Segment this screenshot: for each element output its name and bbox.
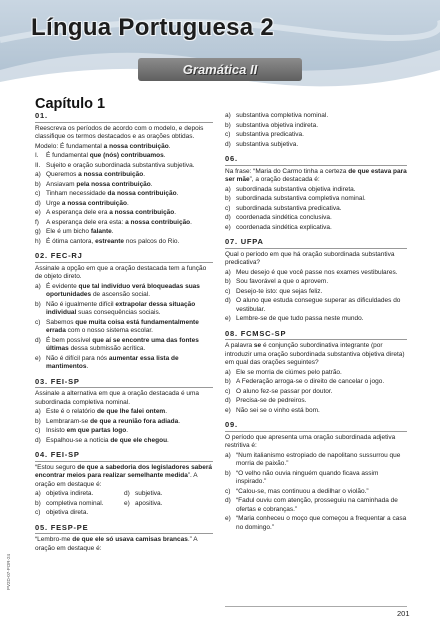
question-heading: 03. FEI-SP xyxy=(35,378,213,389)
option-a: a) Queremos a nossa contribuição. xyxy=(35,171,145,178)
option-d: d) coordenada sindética conclusiva. xyxy=(225,214,332,221)
question-stem: O período que apresenta uma oração subordinada adjetiva restritiva é: xyxy=(225,433,396,449)
option-b: b) “O velho não ouvia ninguém quando ficava assim inspirado.” xyxy=(225,469,379,485)
left-column xyxy=(35,112,213,559)
question-07 xyxy=(225,238,407,324)
option-d: d) Urge a nossa contribuição. xyxy=(35,199,129,207)
option-d: d) Espalhou-se a notícia de que ele chegou. xyxy=(35,436,169,444)
option-h: h) É ótima cantora, estreante nos palcos do Rio. xyxy=(35,237,180,245)
question-04 xyxy=(35,451,213,518)
question-stem: Na frase: “Maria do Carmo tinha a certeza de que estava para ser mãe”, a oração destacada é: xyxy=(225,167,407,183)
option-c: c) subordinada substantiva predicativa. xyxy=(225,204,342,212)
option-e: e) Lembre-se de que tudo passa neste mundo. xyxy=(225,315,364,322)
option-b: b) Não é igualmente difícil extrapolar dessa situação individual suas consequências sociais. xyxy=(35,300,196,316)
option-a: a) “Num italianismo estropiado de napolitano sussurrou que morria de paixão.” xyxy=(225,451,401,467)
question-stem: A palavra se é conjunção subordinativa integrante (por introduzir uma oração subordinada substantiva objetiva direta) em qual das orações seguintes? xyxy=(225,342,405,366)
question-heading: 07. UFPA xyxy=(225,238,407,249)
question-02 xyxy=(35,252,213,372)
question-heading: 01. xyxy=(35,112,213,123)
question-09 xyxy=(225,421,407,532)
option-a: a) subordinada substantiva objetiva indireta. xyxy=(225,185,356,193)
question-stem: “Estou seguro de que a sabedoria dos legisladores saberá encontrar meios para realizar semelhante medida”. A oração em destaque é: xyxy=(35,463,213,488)
question-heading: 08. FCMSC-SP xyxy=(225,330,407,341)
section-banner-label: Gramática II xyxy=(182,62,258,77)
options-row xyxy=(35,500,213,510)
option-e: e) A esperança dele era a nossa contribuição. xyxy=(35,209,177,216)
model-line-2: II. Sujeito e oração subordinada substantiva subjetiva. xyxy=(35,161,195,169)
question-05-options xyxy=(225,112,407,149)
question-stem: Assinale a opção em que a oração destacada tem a função de objeto direto. xyxy=(35,264,207,280)
question-08 xyxy=(225,330,407,416)
option-d: d) “Fadul ouviu com atenção, prosseguiu na caminhada de ofertas e cobranças.” xyxy=(225,497,398,513)
option-a: a) Ele se morria de ciúmes pelo patrão. xyxy=(225,368,342,376)
option-a: a) substantiva completiva nominal. xyxy=(225,112,329,119)
option-d: d) substantiva subjetiva. xyxy=(225,140,299,148)
option-b: b) Sou favorável a que o aprovem. xyxy=(225,278,329,285)
option-c: c) Tinham necessidade da nossa contribuição. xyxy=(35,190,179,197)
option-d: d) O aluno que estuda consegue superar as dificuldades do vestibular. xyxy=(225,297,401,313)
option-d: d) subjetiva. xyxy=(124,490,163,497)
side-code: PV2D-07-POR-24 xyxy=(6,553,11,590)
question-stem: Reescreva os períodos de acordo com o modelo, e depois classifique os termos destacados e as orações obtidas. xyxy=(35,124,204,140)
option-e: e) “Maria conheceu o moço que começou a frequentar a casa no domingo.” xyxy=(225,515,407,531)
question-06 xyxy=(225,155,407,232)
option-c: c) Sabemos que muita coisa está fundamentalmente errada com o nosso sistema escolar. xyxy=(35,318,199,334)
option-c: c) O aluno fez-se passar por doutor. xyxy=(225,387,333,395)
section-banner xyxy=(138,58,302,81)
question-heading: 06. xyxy=(225,155,407,166)
question-stem: “Lembro-me de que ele só usava camisas brancas.” A oração em destaque é: xyxy=(35,536,198,552)
question-stem: Assinale a alternativa em que a oração destacada é uma subordinada completiva nominal. xyxy=(35,390,200,406)
option-c: c) “Calou-se, mas continuou a dedilhar o violão.” xyxy=(225,487,369,495)
option-c: c) substantiva predicativa. xyxy=(225,131,304,138)
option-f: f) A esperança dele era esta: a nossa contribuição. xyxy=(35,218,192,226)
question-01 xyxy=(35,112,213,246)
option-a: a) É evidente que tal indivíduo verá bloqueadas suas oportunidades de ascensão social. xyxy=(35,282,200,298)
page-number: 201 xyxy=(397,609,410,618)
right-column xyxy=(225,112,407,538)
option-e: e) Não sei se o vinho está bom. xyxy=(225,406,320,414)
option-b: b) substantiva objetiva indireta. xyxy=(225,121,319,129)
option-g: g) Ele é um bicho falante. xyxy=(35,228,114,235)
page-header xyxy=(0,0,440,100)
option-b: b) subordinada substantiva completiva nominal. xyxy=(225,195,366,202)
option-b: b) A Federação arroga-se o direito de cancelar o jogo. xyxy=(225,378,385,385)
question-05 xyxy=(35,524,213,554)
question-03 xyxy=(35,378,213,446)
option-c: c) Desejo-te isto: que sejas feliz. xyxy=(225,287,323,295)
question-heading: 02. FEC-RJ xyxy=(35,252,213,263)
option-a: a) Este é o relatório de que lhe falei ontem. xyxy=(35,408,168,415)
question-heading: 05. FESP-PE xyxy=(35,524,213,535)
question-heading: 09. xyxy=(225,421,407,432)
footer-divider xyxy=(225,606,407,607)
option-c: c) Insisto em que partas logo. xyxy=(35,427,129,434)
options-row xyxy=(35,490,213,500)
option-d: d) É bem possível que aí se encontre uma das fontes últimas dessa submissão acrítica. xyxy=(35,336,199,352)
option-e: e) apositiva. xyxy=(124,499,163,507)
question-heading: 04. FEI-SP xyxy=(35,451,213,462)
option-e: e) coordenada sindética explicativa. xyxy=(225,223,332,231)
option-b: b) Ansiavam pela nossa contribuição. xyxy=(35,180,153,188)
option-a: a) objetiva indireta. xyxy=(35,490,94,497)
option-b: b) Lembraram-se de que a reunião fora adiada. xyxy=(35,417,181,425)
subject-title: Língua Portuguesa 2 xyxy=(31,14,275,41)
chapter-title: Capítulo 1 xyxy=(35,96,106,112)
option-a: a) Meu desejo é que você passe nos exames vestibulares. xyxy=(225,268,398,276)
option-d: d) Precisa-se de pedreiros. xyxy=(225,397,307,404)
option-b: b) completiva nominal. xyxy=(35,499,104,507)
option-c: c) objetiva direta. xyxy=(35,509,89,516)
model-line-1: I. É fundamental que (nós) contribuamos. xyxy=(35,152,166,159)
model-text: Modelo: É fundamental a nossa contribuição. xyxy=(35,142,171,150)
question-stem: Qual o período em que há oração subordinada substantiva predicativa? xyxy=(225,250,395,266)
option-e: e) Não é difícil para nós aumentar essa lista de mantimentos. xyxy=(35,354,179,370)
